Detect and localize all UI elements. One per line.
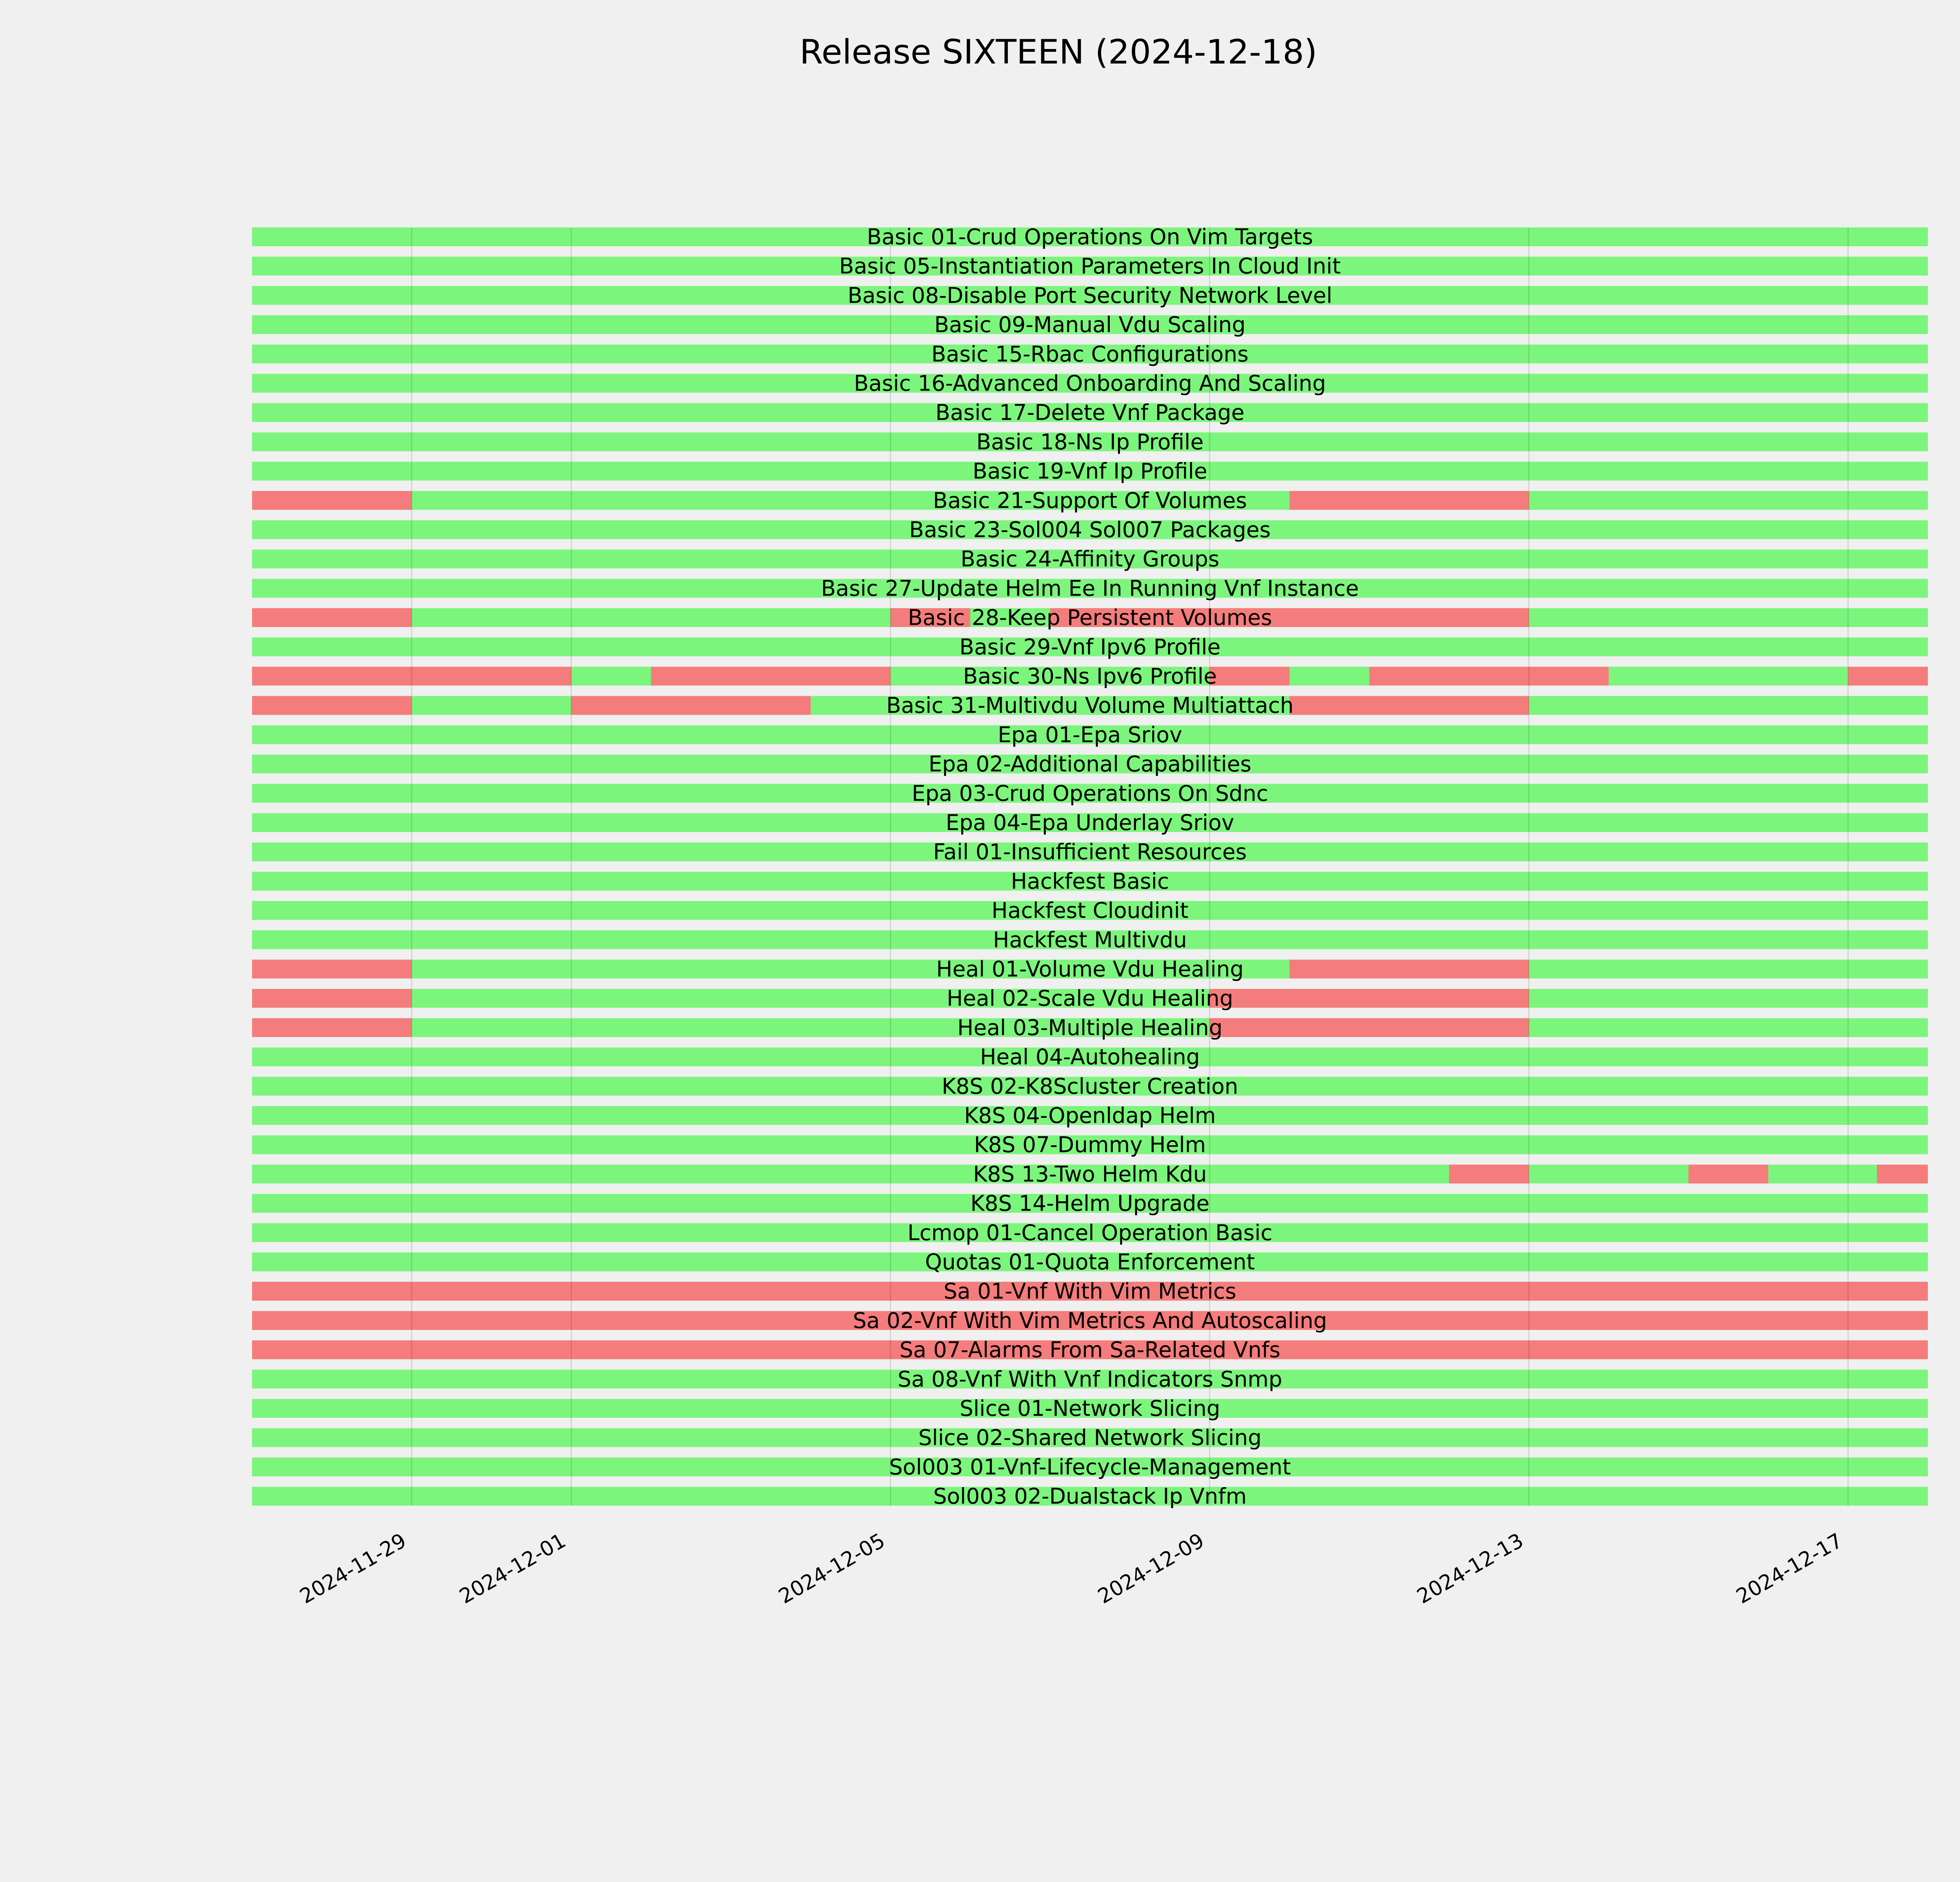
x-tick-label: 2024-12-13	[1413, 1529, 1528, 1609]
row-label: Fail 01-Insufficient Resources	[933, 839, 1247, 865]
row-label: Basic 16-Advanced Onboarding And Scaling	[854, 371, 1326, 396]
row-label: Basic 18-Ns Ip Profile	[976, 429, 1204, 454]
fail-segment-32-1	[1688, 1164, 1768, 1183]
row-label: Sa 02-Vnf With Vim Metrics And Autoscaling	[853, 1308, 1327, 1333]
row-label: Slice 01-Network Slicing	[960, 1396, 1220, 1421]
row-label: Sol003 02-Dualstack Ip Vnfm	[933, 1484, 1247, 1509]
row-label: K8S 04-Openldap Helm	[964, 1103, 1216, 1128]
x-tick-label: 2024-11-29	[296, 1529, 410, 1609]
row-label: Basic 31-Multivdu Volume Multiattach	[886, 693, 1294, 718]
row-label: Basic 30-Ns Ipv6 Profile	[963, 663, 1217, 689]
fail-segment-26-0	[252, 989, 412, 1008]
row-label: Basic 19-Vnf Ip Profile	[973, 458, 1207, 484]
x-tick-label: 2024-12-17	[1732, 1529, 1847, 1609]
fail-segment-32-0	[1449, 1164, 1529, 1183]
row-label: Epa 03-Crud Operations On Sdnc	[911, 781, 1269, 806]
chart-title: Release SIXTEEN (2024-12-18)	[799, 33, 1318, 72]
x-tick-label: 2024-12-01	[456, 1529, 570, 1609]
x-tick-label: 2024-12-05	[775, 1529, 889, 1609]
fail-segment-13-0	[252, 608, 412, 627]
row-label: Basic 08-Disable Port Security Network Level	[848, 283, 1332, 308]
row-label: K8S 02-K8Scluster Creation	[942, 1074, 1238, 1099]
row-label: Basic 15-Rbac Configurations	[931, 341, 1249, 367]
row-label: Epa 02-Additional Capabilities	[928, 751, 1252, 777]
fail-segment-15-4	[1848, 667, 1928, 686]
row-label: K8S 14-Helm Upgrade	[970, 1191, 1210, 1216]
row-label: Slice 02-Shared Network Slicing	[918, 1425, 1262, 1450]
row-label: Basic 21-Support Of Volumes	[933, 488, 1247, 513]
row-label: Basic 29-Vnf Ipv6 Profile	[959, 634, 1221, 659]
row-label: K8S 13-Two Helm Kdu	[973, 1161, 1207, 1187]
fail-segment-15-1	[651, 667, 891, 686]
row-label: Epa 01-Epa Sriov	[998, 722, 1182, 747]
row-label: Basic 01-Crud Operations On Vim Targets	[867, 224, 1313, 249]
row-label: Heal 04-Autohealing	[980, 1044, 1200, 1070]
fail-segment-16-2	[1289, 696, 1529, 715]
fail-segment-25-1	[1289, 960, 1529, 979]
row-label: Basic 28-Keep Persistent Volumes	[907, 605, 1272, 630]
row-label: Basic 05-Instantiation Parameters In Cloud Init	[839, 253, 1341, 279]
row-label: Hackfest Multivdu	[993, 927, 1187, 952]
row-label: Sa 07-Alarms From Sa-Related Vnfs	[899, 1337, 1281, 1362]
row-label: Heal 01-Volume Vdu Healing	[936, 956, 1244, 982]
row-label: Hackfest Basic	[1011, 868, 1169, 894]
fail-segment-16-1	[571, 696, 811, 715]
row-label: Basic 27-Update Helm Ee In Running Vnf Instance	[821, 576, 1359, 601]
fail-segment-27-0	[252, 1018, 412, 1037]
fail-segment-16-0	[252, 696, 412, 715]
fail-segment-9-1	[1289, 491, 1529, 510]
row-label: K8S 07-Dummy Helm	[974, 1132, 1206, 1157]
fail-segment-9-0	[252, 491, 412, 510]
fail-segment-15-3	[1369, 667, 1609, 686]
row-label: Sol003 01-Vnf-Lifecycle-Management	[889, 1454, 1291, 1480]
row-label: Basic 17-Delete Vnf Package	[935, 400, 1245, 425]
fail-segment-25-0	[252, 960, 412, 979]
row-label: Heal 02-Scale Vdu Healing	[946, 986, 1234, 1011]
row-label: Epa 04-Epa Underlay Sriov	[946, 810, 1234, 835]
row-label: Sa 08-Vnf With Vnf Indicators Snmp	[897, 1366, 1283, 1392]
fail-segment-32-2	[1877, 1164, 1928, 1183]
row-label: Basic 23-Sol004 Sol007 Packages	[909, 517, 1271, 542]
row-label: Heal 03-Multiple Healing	[957, 1015, 1223, 1040]
row-label: Quotas 01-Quota Enforcement	[925, 1249, 1255, 1275]
x-tick-label: 2024-12-09	[1094, 1529, 1209, 1609]
fail-segment-15-2	[1210, 667, 1290, 686]
row-label: Sa 01-Vnf With Vim Metrics	[944, 1279, 1236, 1304]
row-label: Basic 09-Manual Vdu Scaling	[934, 312, 1246, 338]
row-label: Lcmop 01-Cancel Operation Basic	[907, 1220, 1272, 1245]
fail-segment-26-1	[1210, 989, 1529, 1008]
row-label: Basic 24-Affinity Groups	[960, 546, 1220, 572]
fail-segment-27-1	[1210, 1018, 1529, 1037]
row-label: Hackfest Cloudinit	[991, 898, 1189, 923]
